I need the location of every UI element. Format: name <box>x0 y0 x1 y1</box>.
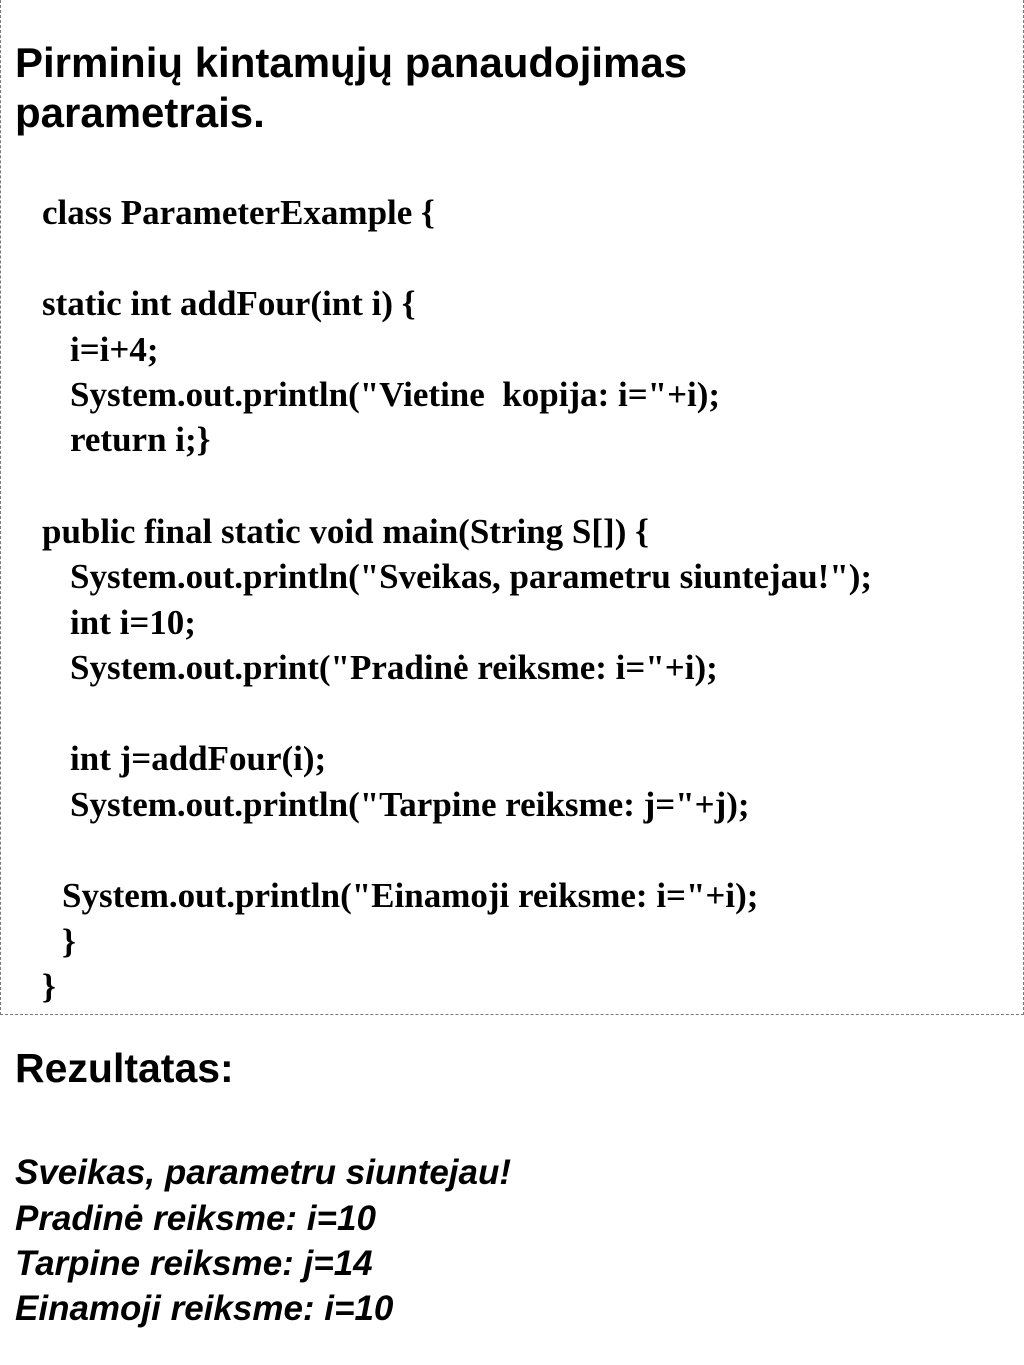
code-line: System.out.println("Vietine kopija: i="+i); <box>70 375 721 414</box>
code-line: return i;} <box>70 420 211 459</box>
code-line: System.out.print("Pradinė reiksme: i="+i); <box>70 648 718 687</box>
code-line: int j=addFour(i); <box>70 739 327 778</box>
title-line-1: Pirminių kintamųjų panaudojimas <box>15 39 688 86</box>
output-line: Einamoji reiksme: i=10 <box>15 1289 394 1328</box>
code-line: System.out.println("Einamoji reiksme: i="+i); <box>62 876 759 915</box>
output-line: Sveikas, parametru siuntejau! <box>15 1153 512 1192</box>
code-line: public final static void main(String S[]) { <box>42 512 649 551</box>
output-line: Tarpine reiksme: j=14 <box>15 1244 373 1283</box>
code-line: System.out.println("Sveikas, parametru siuntejau!"); <box>70 557 873 596</box>
code-line: } <box>42 967 56 1006</box>
code-line: static int addFour(int i) { <box>42 284 416 323</box>
code-line: } <box>62 922 76 961</box>
code-line: int i=10; <box>70 603 196 642</box>
results-heading: Rezultatas: <box>15 1045 234 1091</box>
code-line: class ParameterExample { <box>42 193 435 232</box>
code-line: i=i+4; <box>70 330 159 369</box>
title-line-2: parametrais. <box>15 89 265 136</box>
code-line: System.out.println("Tarpine reiksme: j="+j); <box>70 785 750 824</box>
output-line: Pradinė reiksme: i=10 <box>15 1199 376 1238</box>
